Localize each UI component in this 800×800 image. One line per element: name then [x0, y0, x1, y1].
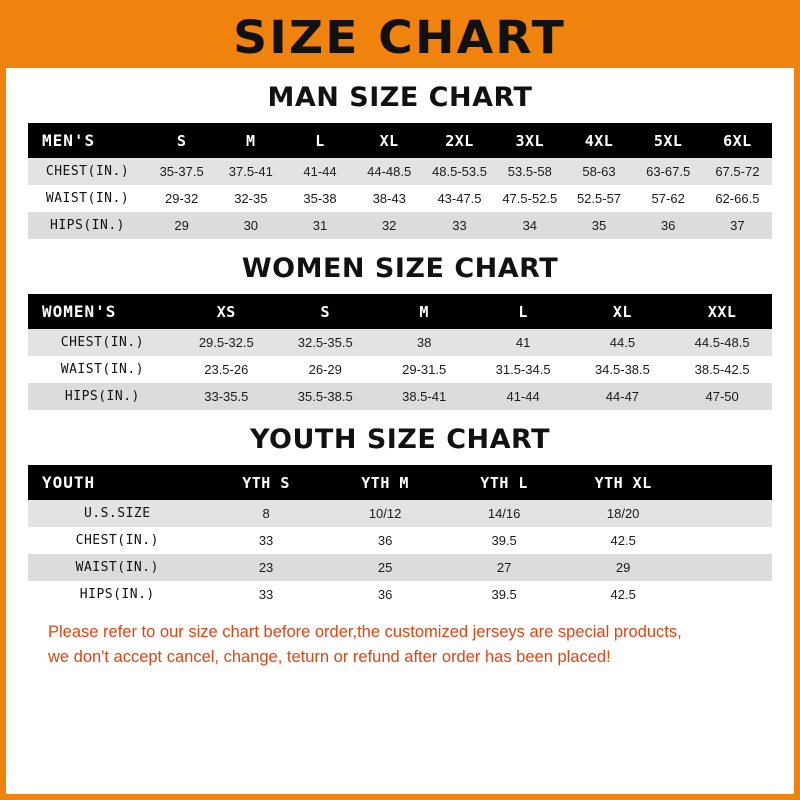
header-cell: S: [320, 302, 330, 321]
cell: 31: [285, 212, 354, 239]
cell: 44.5-48.5: [672, 329, 772, 356]
header-cell: 4XL: [584, 131, 614, 150]
table-header-row: [28, 294, 772, 329]
header-cell: YTH L: [480, 473, 528, 492]
header-cell: L: [315, 131, 325, 150]
cell: 35-38: [285, 185, 354, 212]
table-header-row: [28, 123, 772, 158]
cell: 30: [216, 212, 285, 239]
cell-empty: [683, 554, 772, 581]
cell: 33-35.5: [177, 383, 276, 410]
header-cell: MEN'S: [42, 131, 96, 150]
cell: 38-43: [355, 185, 424, 212]
cell: 37: [703, 212, 772, 239]
cell: 47-50: [672, 383, 772, 410]
cell: 44.5: [573, 329, 673, 356]
cell: 43-47.5: [424, 185, 495, 212]
cell: 33: [207, 581, 326, 608]
header-cell: XS: [216, 302, 236, 321]
cell: 39.5: [445, 581, 564, 608]
cell: 38.5-42.5: [672, 356, 772, 383]
header-cell: L: [518, 302, 528, 321]
row-label: HIPS(IN.): [28, 212, 147, 239]
cell: 44-48.5: [355, 158, 424, 185]
table-header-row: [28, 465, 772, 500]
cell: 33: [207, 527, 326, 554]
cell: 47.5-52.5: [495, 185, 564, 212]
cell: 26-29: [276, 356, 375, 383]
cell: 42.5: [564, 527, 683, 554]
header-cell: YTH XL: [594, 473, 652, 492]
table-row: [28, 581, 772, 608]
page-title: SIZE CHART: [233, 10, 567, 64]
cell: 31.5-34.5: [474, 356, 573, 383]
cell: 23.5-26: [177, 356, 276, 383]
table-row: [28, 185, 772, 212]
women-size-table: [28, 294, 772, 410]
cell: 57-62: [634, 185, 703, 212]
row-label: CHEST(IN.): [28, 527, 207, 554]
table-row: [28, 500, 772, 527]
table-row: [28, 158, 772, 185]
header-cell: XL: [612, 302, 632, 321]
content: [6, 82, 794, 670]
row-label: WAIST(IN.): [28, 185, 147, 212]
cell: 32.5-35.5: [276, 329, 375, 356]
man-size-table: [28, 123, 772, 239]
row-label: CHEST(IN.): [28, 329, 177, 356]
section-title-man: MAN SIZE CHART: [267, 82, 533, 113]
cell: 29-32: [147, 185, 216, 212]
cell: 42.5: [564, 581, 683, 608]
footer-note-line-1: Please refer to our size chart before order,the customized jerseys are special products,: [48, 623, 682, 641]
cell-empty: [683, 500, 772, 527]
cell: 36: [326, 581, 445, 608]
table-row: [28, 554, 772, 581]
cell: 53.5-58: [495, 158, 564, 185]
banner: [6, 6, 794, 68]
header-cell: XXL: [707, 302, 737, 321]
header-cell: 2XL: [445, 131, 474, 150]
cell: 29: [564, 554, 683, 581]
section-title-women: WOMEN SIZE CHART: [241, 253, 559, 284]
row-label: CHEST(IN.): [28, 158, 147, 185]
table-row: [28, 527, 772, 554]
header-cell: 3XL: [515, 131, 545, 150]
table-row: [28, 356, 772, 383]
section-title-youth: YOUTH SIZE CHART: [249, 424, 551, 455]
cell: 41: [474, 329, 573, 356]
cell: 32-35: [216, 185, 285, 212]
cell: 62-66.5: [703, 185, 772, 212]
header-cell-empty: [683, 465, 772, 500]
row-label: HIPS(IN.): [28, 383, 177, 410]
row-label: WAIST(IN.): [28, 554, 207, 581]
cell: 41-44: [285, 158, 354, 185]
cell: 52.5-57: [564, 185, 633, 212]
header-cell: WOMEN'S: [42, 302, 117, 321]
cell: 36: [634, 212, 703, 239]
header-cell: M: [246, 131, 256, 150]
cell: 18/20: [564, 500, 683, 527]
row-label: WAIST(IN.): [28, 356, 177, 383]
cell: 23: [207, 554, 326, 581]
cell: 27: [445, 554, 564, 581]
header-cell: YTH S: [242, 473, 290, 492]
cell: 25: [326, 554, 445, 581]
cell-empty: [683, 527, 772, 554]
youth-size-table: [28, 465, 772, 608]
cell: 29.5-32.5: [177, 329, 276, 356]
footer-note-line-2: we don't accept cancel, change, teturn or refund after order has been placed!: [48, 647, 611, 666]
cell: 48.5-53.5: [424, 158, 495, 185]
header-cell: XL: [379, 131, 399, 150]
header-cell: YTH M: [361, 473, 409, 492]
cell: 39.5: [445, 527, 564, 554]
cell: 38: [375, 329, 474, 356]
header-cell: 5XL: [653, 131, 683, 150]
cell: 10/12: [326, 500, 445, 527]
cell: 63-67.5: [634, 158, 703, 185]
header-cell: M: [419, 302, 429, 321]
cell: 67.5-72: [703, 158, 772, 185]
cell: 34.5-38.5: [573, 356, 673, 383]
cell: 35.5-38.5: [276, 383, 375, 410]
header-cell: S: [176, 131, 187, 150]
cell: 32: [355, 212, 424, 239]
cell: 14/16: [445, 500, 564, 527]
cell: 58-63: [564, 158, 633, 185]
cell: 29-31.5: [375, 356, 474, 383]
cell: 37.5-41: [216, 158, 285, 185]
cell: 35: [564, 212, 633, 239]
cell: 44-47: [573, 383, 673, 410]
row-label: U.S.SIZE: [28, 500, 207, 527]
header-cell: YOUTH: [42, 473, 96, 492]
table-row: [28, 383, 772, 410]
cell: 33: [424, 212, 495, 239]
cell: 41-44: [474, 383, 573, 410]
cell: 36: [326, 527, 445, 554]
cell: 34: [495, 212, 564, 239]
cell: 8: [207, 500, 326, 527]
cell: 35-37.5: [147, 158, 216, 185]
table-row: [28, 329, 772, 356]
cell-empty: [683, 581, 772, 608]
row-label: HIPS(IN.): [28, 581, 207, 608]
footer-note: [48, 620, 752, 670]
cell: 38.5-41: [375, 383, 474, 410]
cell: 29: [147, 212, 216, 239]
header-cell: 6XL: [723, 131, 752, 150]
table-row: [28, 212, 772, 239]
